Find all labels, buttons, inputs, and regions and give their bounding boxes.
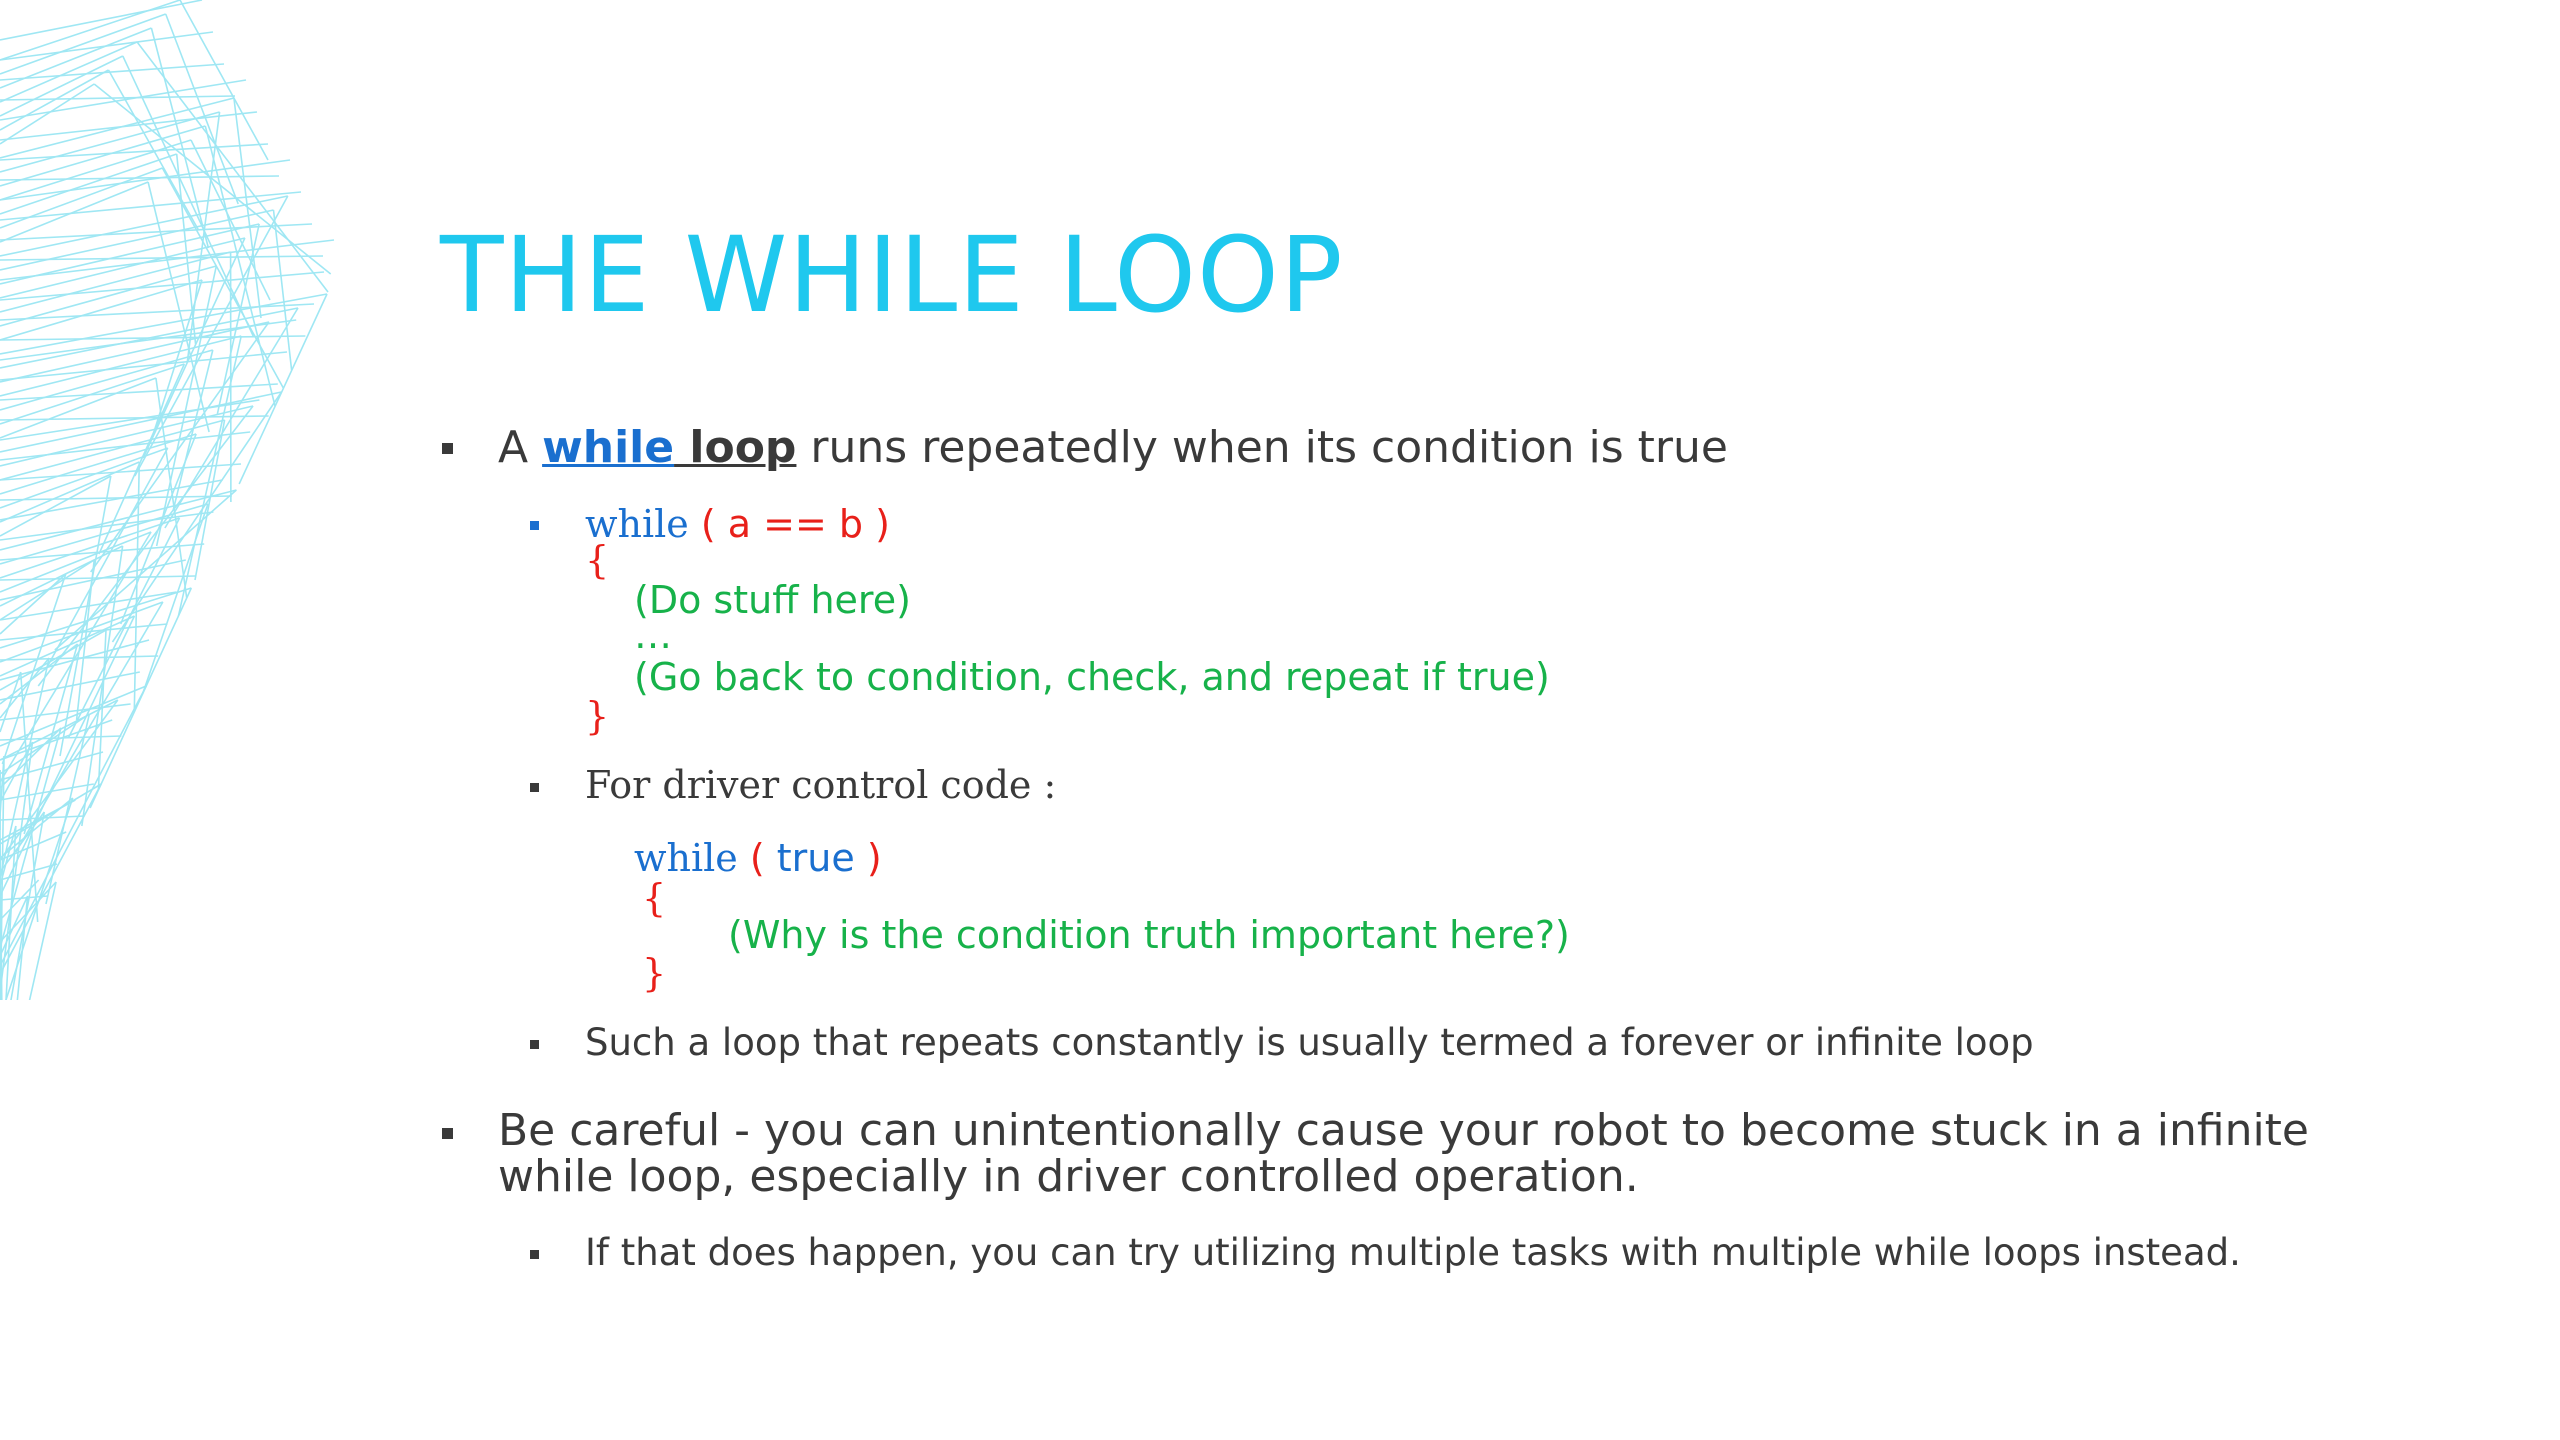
code-close-brace: } [642, 951, 667, 995]
code-keyword-while: while [634, 836, 738, 880]
loop-link[interactable]: loop [674, 422, 797, 473]
bullet-while-loop-definition [498, 423, 1728, 473]
code-open-brace: { [642, 876, 667, 920]
bullet-be-careful-line1: Be careful - you can unintentionally cause your robot to become stuck in a infinite [498, 1105, 2310, 1156]
code-close-paren: ) [854, 836, 882, 880]
bullet-forever-loop: Such a loop that repeats constantly is usually termed a forever or infinite loop [585, 1021, 2034, 1064]
slide-title: THE WHILE LOOP [440, 214, 1344, 336]
code-open-brace: { [585, 538, 610, 582]
code-close-brace: } [585, 694, 610, 738]
bullet-marker [442, 443, 453, 454]
code-comment-go-back: (Go back to condition, check, and repeat if true) [634, 655, 1550, 699]
code-ellipsis: … [634, 613, 672, 657]
code-keyword-while: while [585, 502, 689, 546]
bullet-marker [442, 1128, 453, 1139]
code-while-true-line [634, 836, 882, 880]
code-while-line [585, 502, 890, 546]
bullet-prefix: A [498, 422, 543, 473]
bullet-be-careful-line2: while loop, especially in driver controlled operation. [498, 1151, 1639, 1202]
bullet-marker [530, 783, 539, 792]
code-open-paren: ( [737, 836, 777, 880]
bullet-multiple-tasks: If that does happen, you can try utilizing multiple tasks with multiple while loops instead. [585, 1231, 2241, 1274]
bullet-marker [530, 1040, 539, 1049]
code-condition: ( a == b ) [688, 502, 890, 546]
code-condition-true: true [776, 836, 855, 880]
bullet-suffix: runs repeatedly when its condition is true [796, 422, 1728, 473]
while-link[interactable]: while [542, 422, 675, 473]
bullet-marker [530, 521, 539, 530]
bullet-marker [530, 1250, 539, 1259]
code-comment-why: (Why is the condition truth important here?) [728, 913, 1570, 957]
code-comment-do-stuff: (Do stuff here) [634, 578, 911, 622]
bullet-driver-control: For driver control code : [585, 763, 1057, 807]
wireframe-decoration [0, 0, 360, 1000]
